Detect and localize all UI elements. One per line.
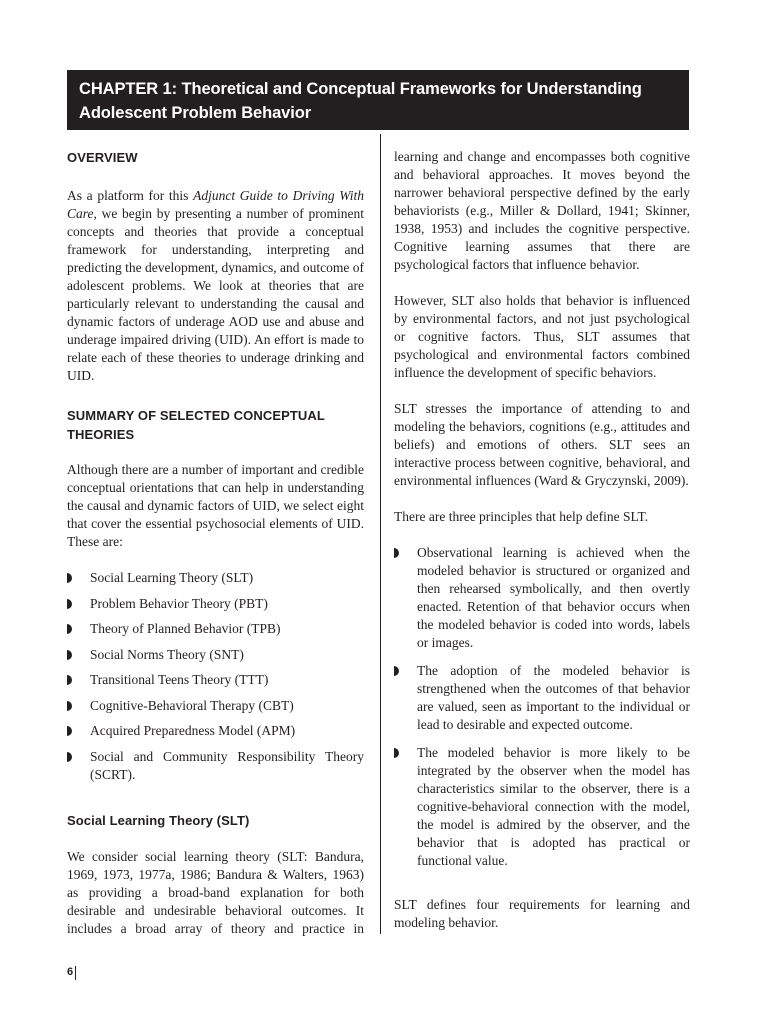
bullet-marker <box>394 666 399 676</box>
bullet-marker <box>67 752 72 762</box>
bullet-marker <box>67 599 72 609</box>
principle-text: Observational learning is achieved when the modeled behavior is structured or organized and then rehearsed symbolically, and then overtly enacted. Retention of that behavior occurs when the modeled behavior is coded into words, labels or images. <box>417 545 690 650</box>
slt-paragraph-2: However, SLT also holds that behavior is influenced by environmental factors, and not just psychological or cognitive factors. Thus, SLT assumes that psychological and environmental factors combined influence the development of specific behaviors. <box>394 293 690 380</box>
bullet-marker <box>67 726 72 736</box>
chapter-title-banner <box>67 70 689 130</box>
list-item <box>67 646 364 664</box>
list-item <box>67 748 364 784</box>
slt-paragraph-5: SLT defines four requirements for learning and modeling behavior. <box>394 897 690 930</box>
theory-label: Social Learning Theory (SLT) <box>90 570 254 585</box>
left-column <box>67 148 364 938</box>
slt-paragraph-1: We consider social learning theory (SLT: Bandura, 1969, 1973, 1977a, 1986; Bandura & Walters, 1963) as providing a broad-band explanation for both desirable and undesirable behavioral outcomes. It includes a broad array of theory and practice in <box>67 849 364 936</box>
theory-label: Acquired Preparedness Model (APM) <box>90 723 296 738</box>
list-item <box>67 595 364 613</box>
list-item <box>394 744 690 870</box>
list-item <box>67 671 364 689</box>
overview-text-start: As a platform for this <box>67 188 194 203</box>
bullet-marker <box>67 573 72 583</box>
overview-text-rest: , we begin by presenting a number of prominent concepts and theories that provide a conceptual framework for understanding, interpreting and predicting the development, dynamics, and outcome of adolescent problems. We look at theories that are particularly relevant to understanding the causal and dynamic factors of underage AOD use and abuse and underage impaired driving (UID). An effort is made to relate each of these theories to underage drinking and UID. <box>67 206 364 383</box>
list-item <box>394 662 690 734</box>
theory-label: Social Norms Theory (SNT) <box>90 646 244 662</box>
bullet-marker <box>394 548 399 558</box>
summary-heading <box>67 406 364 444</box>
chapter-title-line-1: CHAPTER 1: Theoretical and Conceptual Frameworks for Understanding <box>79 80 642 98</box>
page-number: 6 <box>67 966 74 978</box>
bullet-marker <box>67 675 72 685</box>
overview-paragraph <box>67 187 364 385</box>
list-item <box>394 544 690 652</box>
slt-paragraph-1-continued <box>394 148 690 274</box>
theory-label: Cognitive-Behavioral Therapy (CBT) <box>90 697 294 713</box>
bullet-marker <box>67 624 72 634</box>
bullet-marker <box>394 748 399 758</box>
overview-heading: OVERVIEW <box>67 150 138 165</box>
list-item <box>67 569 364 587</box>
list-item <box>67 722 364 740</box>
column-divider <box>380 134 381 934</box>
theory-label: Problem Behavior Theory (PBT) <box>90 595 268 611</box>
principle-text: The adoption of the modeled behavior is strengthened when the outcomes of that behavior are valued, seen as important to the individual or lead to desirable and expected outcome. <box>417 663 690 732</box>
bullet-marker <box>67 701 72 711</box>
principle-text: The modeled behavior is more likely to be integrated by the observer when the model has characteristics similar to the observer, there is a cognitive-behavioral connection with the model, the model is admired by the observer, and the behavior that is adopted has practical or functional value. <box>417 745 690 868</box>
summary-heading-line-2: THEORIES <box>67 427 135 442</box>
slt-paragraph-4: There are three principles that help define SLT. <box>394 509 649 524</box>
guide-title-italic: Adjunct Guide to Driving With Care <box>67 188 364 221</box>
list-item <box>67 620 364 638</box>
principles-list <box>394 544 690 870</box>
list-item <box>67 697 364 715</box>
page-number-rule <box>75 966 76 980</box>
theory-label: Transitional Teens Theory (TTT) <box>90 672 269 687</box>
summary-paragraph: Although there are a number of important and credible conceptual orientations that can help in understanding the causal and dynamic factors of UID, we select eight that cover the essential psychosocial elements of UID. These are: <box>67 462 364 549</box>
right-column <box>394 148 690 932</box>
slt-paragraph-3: SLT stresses the importance of attending to and modeling the behaviors, cognitions (e.g., attitudes and beliefs) and emotions of others. SLT sees an interactive process between cognitive, behavioral, and environmental influences (Ward & Gryczynski, 2009). <box>394 401 690 488</box>
theory-list <box>67 569 364 784</box>
slt-paragraph-1-overflow: learning and change and encompasses both cognitive and behavioral approaches. It moves beyond the narrower behavioral perspective defined by the early behaviorists (e.g., Miller & Dollard, 1941; Skinner, 1938, 1953) and includes the cognitive perspective. Cognitive learning assumes that there are psychological factors that influence behavior. <box>394 149 690 272</box>
chapter-title-line-2: Adolescent Problem Behavior <box>79 104 312 122</box>
theory-label: Theory of Planned Behavior (TPB) <box>90 621 281 636</box>
theory-label: Social and Community Responsibility Theory (SCRT). <box>90 748 364 782</box>
summary-heading-line-1: SUMMARY OF SELECTED CONCEPTUAL <box>67 408 325 423</box>
slt-heading: Social Learning Theory (SLT) <box>67 813 250 828</box>
bullet-marker <box>67 650 72 660</box>
